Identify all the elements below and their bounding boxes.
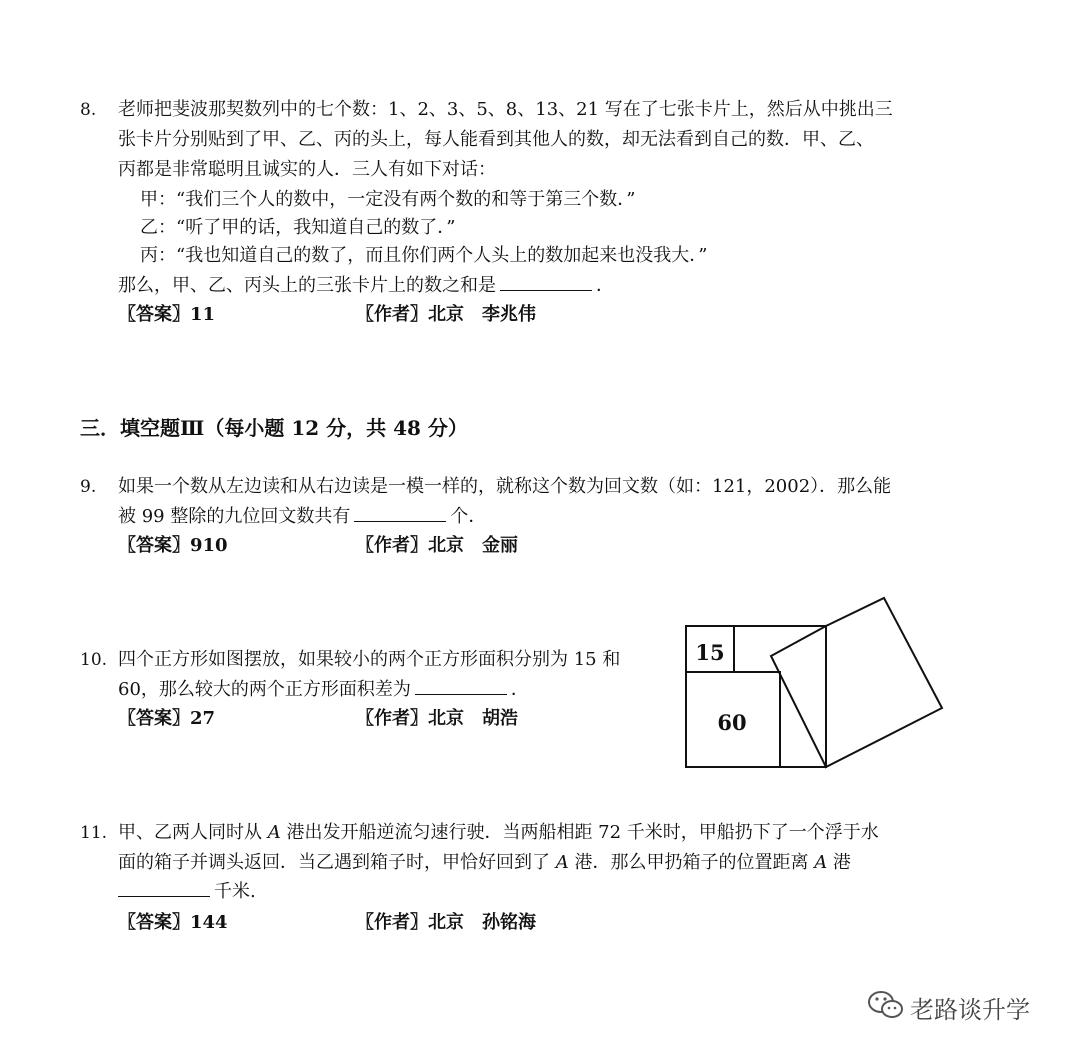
- q11-line-1-a: 甲、乙两人同时从: [118, 822, 268, 843]
- q10-line-2-end: ．: [510, 679, 529, 700]
- q8-line-2: 张卡片分别贴到了甲、乙、丙的头上，每人能看到其他人的数，却无法看到自己的数．甲、乙、: [118, 129, 874, 150]
- q10-author: 〖作者〗北京 胡浩: [356, 708, 518, 729]
- q11-line-2-b: 港．那么甲扔箱子的位置距离: [568, 852, 815, 873]
- watermark-text: 老路谈升学: [910, 996, 1030, 1024]
- q11-line-1: [118, 819, 879, 847]
- medium-square-label: 60: [717, 710, 747, 735]
- q8-question-text: 那么，甲、乙、丙头上的三张卡片上的数之和是: [118, 275, 496, 296]
- q10-line-2-text: 60，那么较大的两个正方形面积差为: [118, 679, 411, 700]
- q11-port-a-3: A: [814, 852, 828, 873]
- q8-line-3: 丙都是非常聪明且诚实的人．三人有如下对话：: [118, 159, 496, 180]
- q11-author: 〖作者〗北京 孙铭海: [356, 912, 536, 933]
- wechat-icon: [866, 988, 906, 1022]
- q8-end-mark: ．: [596, 275, 614, 296]
- q10-line-1: 四个正方形如图摆放，如果较小的两个正方形面积分别为 15 和: [118, 649, 621, 670]
- four-squares-figure: [680, 592, 950, 772]
- q11-line-2: [118, 849, 851, 877]
- q9-answer: 〖答案〗910: [118, 535, 228, 556]
- section-3-heading: 三．填空题Ⅲ（每小题 12 分，共 48 分）: [80, 416, 468, 440]
- q9-answer-blank: [354, 503, 446, 522]
- q11-answer-blank: [118, 878, 210, 897]
- q8-author: 〖作者〗北京 李兆伟: [356, 304, 536, 325]
- q8-line-4: [118, 272, 614, 300]
- q11-port-a-1: A: [267, 822, 281, 843]
- q10-answer-blank: [415, 676, 507, 695]
- q8-line-1: 老师把斐波那契数列中的七个数：1、2、3、5、8、13、21 写在了七张卡片上，然后从中挑出三: [118, 99, 893, 120]
- q8-answer: 〖答案〗11: [118, 304, 216, 325]
- large-square-tilted: [826, 598, 942, 767]
- q11-line-2-c: 港: [827, 852, 851, 873]
- q11-line-3-text: 千米.: [214, 881, 256, 902]
- q9-number: 9.: [80, 477, 97, 497]
- q11-port-a-2: A: [555, 852, 569, 873]
- q10-number: 10.: [80, 650, 108, 670]
- q9-line-1: 如果一个数从左边读和从右边读是一模一样的，就称这个数为回文数（如：121，2002）．那么能: [118, 476, 892, 497]
- q10-answer: 〖答案〗27: [118, 708, 216, 729]
- q8-number: 8.: [80, 100, 97, 120]
- q8-dialogue-jia: 甲：“我们三个人的数中，一定没有两个数的和等于第三个数．”: [140, 189, 636, 210]
- q11-line-3: [118, 878, 256, 906]
- q11-line-1-b: 港出发开船逆流匀速行驶．当两船相距 72 千米时，甲船扔下了一个浮于水: [280, 822, 879, 843]
- small-square-label: 15: [695, 640, 725, 665]
- q8-dialogue-bing: 丙：“我也知道自己的数了，而且你们两个人头上的数加起来也没我大．”: [140, 245, 708, 266]
- q10-line-2: [118, 676, 529, 704]
- q8-dialogue-yi: 乙：“听了甲的话，我知道自己的数了．”: [140, 217, 456, 238]
- q9-author: 〖作者〗北京 金丽: [356, 535, 518, 556]
- q9-line-2: [118, 503, 486, 531]
- q9-line-2-text: 被 99 整除的九位回文数共有: [118, 506, 351, 527]
- q11-number: 11.: [80, 823, 108, 843]
- q8-answer-blank: [500, 272, 592, 291]
- q11-line-2-a: 面的箱子并调头返回．当乙遇到箱子时，甲恰好回到了: [118, 852, 556, 873]
- q9-line-2-end: 个．: [450, 506, 487, 527]
- q11-answer: 〖答案〗144: [118, 912, 228, 933]
